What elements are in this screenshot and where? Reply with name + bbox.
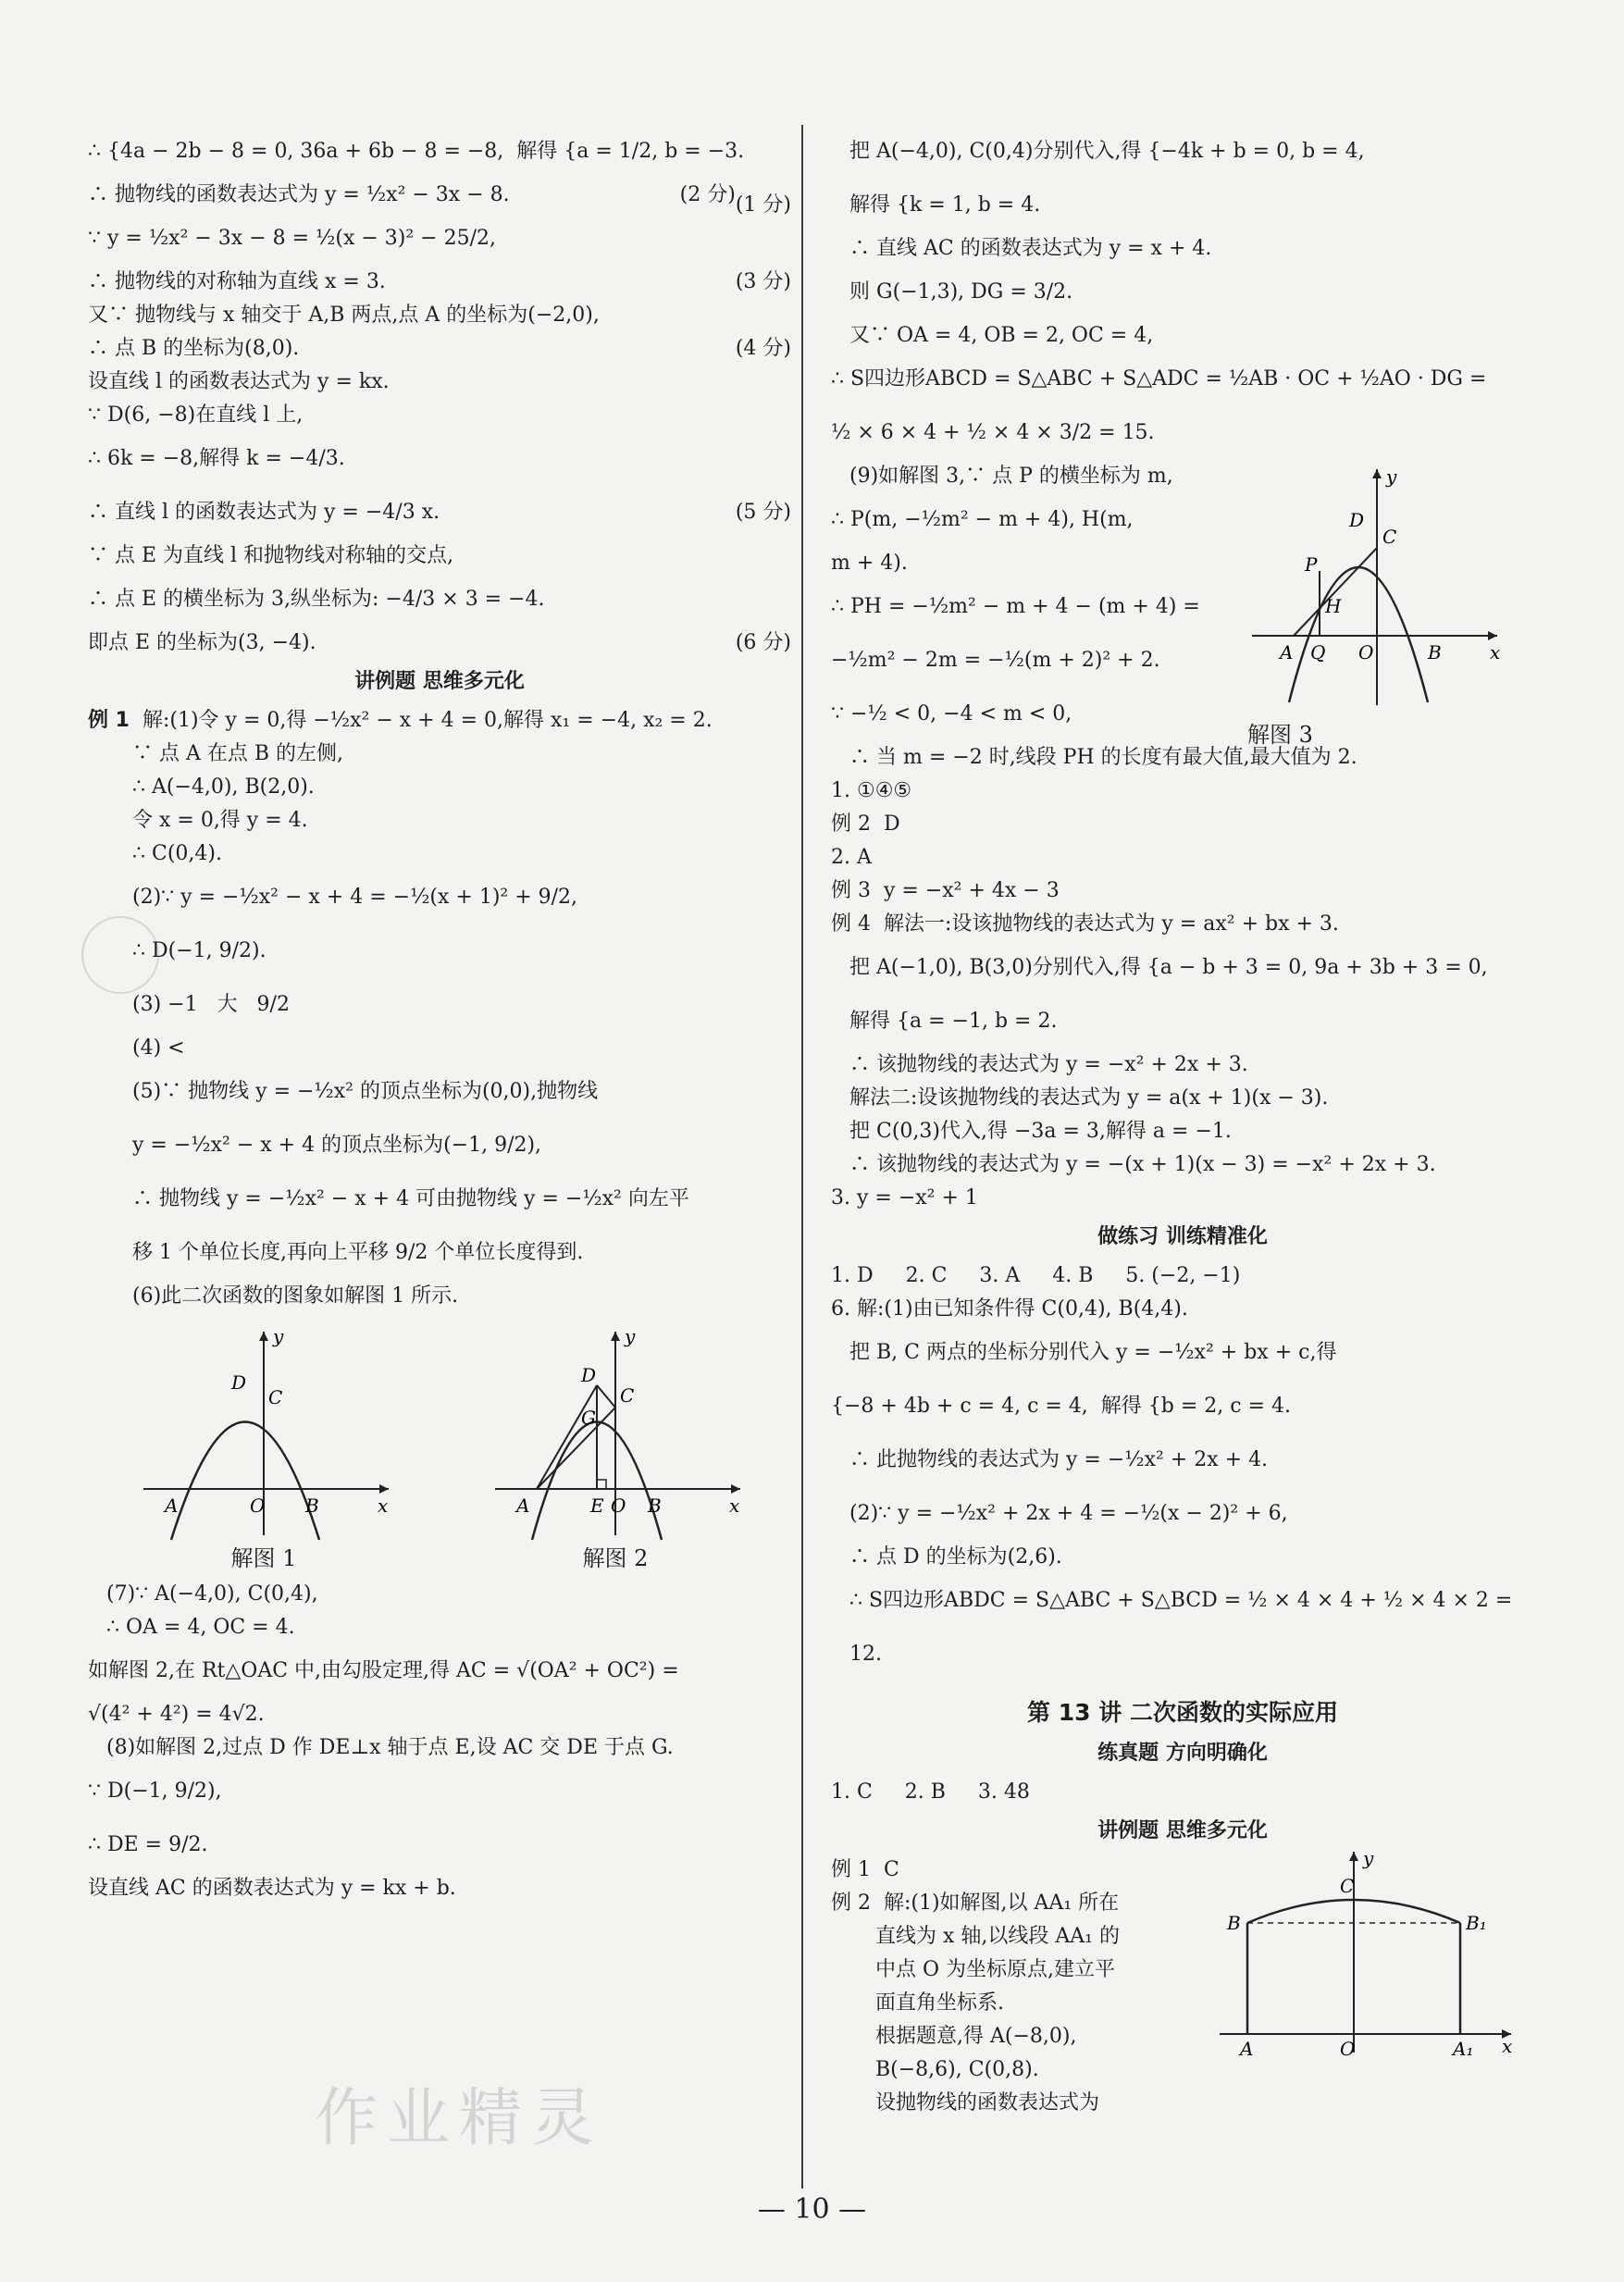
text-line: 中点 O 为坐标原点,建立平 — [875, 1958, 1116, 1981]
text-line: {−8 + 4b + c = 4, c = 4, 解得 {b = 2, c = 4. — [831, 1395, 1291, 1418]
section-heading: 讲例题 思维多元化 — [354, 670, 525, 693]
text-line: ∴ 抛物线的函数表达式为 y = ½x² − 3x − 8. (2 分) — [88, 183, 736, 206]
svg-text:Q: Q — [1310, 641, 1326, 664]
text-line: ∴ D(−1, 9/2). — [132, 939, 267, 962]
text-line: ∵ D(6, −8)在直线 l 上, — [88, 403, 304, 427]
text-line: 把 B, C 两点的坐标分别代入 y = −½x² + bx + c,得 — [849, 1341, 1337, 1364]
watermark: 作业精灵 — [315, 2082, 604, 2155]
text-line: 把 A(−4,0), C(0,4)分别代入,得 {−4k + b = 0, b = 4, — [849, 140, 1365, 163]
text-line: 例 2 解:(1)如解图,以 AA₁ 所在 — [831, 1891, 1120, 1915]
text-line: 6. 解:(1)由已知条件得 C(0,4), B(4,4). — [831, 1297, 1188, 1321]
text-line: 设直线 AC 的函数表达式为 y = kx + b. — [88, 1877, 456, 1900]
svg-text:A: A — [1240, 2038, 1254, 2057]
text-line: (9)如解图 3,∵ 点 P 的横坐标为 m, — [849, 465, 1173, 488]
text-line: 令 x = 0,得 y = 4. — [132, 809, 308, 832]
text-line: ½ × 6 × 4 + ½ × 4 × 3/2 = 15. — [831, 421, 1155, 444]
column-divider — [801, 125, 803, 2189]
svg-text:x: x — [1490, 641, 1501, 664]
text-line: y = −½x² − x + 4 的顶点坐标为(−1, 9/2), — [132, 1134, 542, 1157]
text-line: 又∵ OA = 4, OB = 2, OC = 4, — [849, 324, 1154, 347]
text-line: m + 4). — [831, 552, 908, 575]
text-line: ∴ 点 B 的坐标为(8,0). (4 分) — [88, 337, 791, 360]
svg-text:D: D — [1349, 509, 1365, 531]
svg-text:A: A — [1280, 641, 1294, 664]
text-line: 把 A(−1,0), B(3,0)分别代入,得 {a − b + 3 = 0, 9a + 3b + 3 = 0, — [849, 956, 1488, 979]
figure-caption: 解图 2 — [582, 1545, 649, 1571]
text-line: 根据题意,得 A(−8,0), — [875, 2025, 1077, 2048]
svg-text:B: B — [305, 1494, 319, 1517]
svg-text:D: D — [231, 1371, 247, 1394]
text-line: ∴ 直线 l 的函数表达式为 y = −4/3 x. (5 分) — [88, 501, 791, 524]
svg-text:C: C — [620, 1384, 635, 1407]
text-line: 3. y = −x² + 1 — [831, 1186, 978, 1209]
text-line: ∴ 直线 AC 的函数表达式为 y = x + 4. — [849, 237, 1212, 260]
text-line: ∴ 当 m = −2 时,线段 PH 的长度有最大值,最大值为 2. — [849, 746, 1357, 769]
svg-text:B₁: B₁ — [1466, 1912, 1487, 1934]
svg-text:y: y — [1363, 1847, 1374, 1869]
svg-text:O: O — [1340, 2038, 1356, 2057]
text-line: ∵ D(−1, 9/2), — [88, 1780, 222, 1803]
text-line: 即点 E 的坐标为(3, −4). (6 分) — [88, 631, 791, 654]
text-line: ∴ S四边形ABCD = S△ABC + S△ADC = ½AB · OC + ½AO · DG = — [831, 367, 1487, 391]
svg-text:x: x — [1502, 2035, 1513, 2057]
text-line: ∵ −½ < 0, −4 < m < 0, — [831, 702, 1072, 726]
text-line: ∴ PH = −½m² − m + 4 − (m + 4) = — [831, 595, 1200, 618]
parabola-figure-3 — [1247, 460, 1506, 710]
text-line: 例 2 D — [831, 812, 900, 836]
text-line: 把 C(0,3)代入,得 −3a = 3,解得 a = −1. — [849, 1120, 1232, 1143]
text-line: ∵ y = ½x² − 3x − 8 = ½(x − 3)² − 25/2, — [88, 227, 496, 250]
figure-3 — [1247, 460, 1506, 749]
text-line: ∴ 该抛物线的表达式为 y = −(x + 1)(x − 3) = −x² + 2x + 3. — [849, 1153, 1436, 1176]
svg-text:y: y — [273, 1325, 284, 1347]
text-line: (4) < — [132, 1036, 185, 1060]
parabola-figure-1 — [130, 1322, 398, 1544]
section-heading: 练真题 方向明确化 — [1097, 1742, 1268, 1765]
text-line: ∴ S四边形ABDC = S△ABC + S△BCD = ½ × 4 × 4 + ½ × 4 × 2 = 12. — [849, 1589, 1519, 1666]
figure-bridge — [1201, 1844, 1516, 2068]
page-number: — 10 — — [757, 2193, 867, 2226]
text-line: 如解图 2,在 Rt△OAC 中,由勾股定理,得 AC = √(OA² + OC²) = — [88, 1659, 679, 1682]
text-line: ∴ C(0,4). — [132, 842, 222, 865]
svg-text:A: A — [516, 1494, 530, 1517]
text-line: 则 G(−1,3), DG = 3/2. — [849, 280, 1073, 304]
svg-text:y: y — [625, 1325, 636, 1347]
figure-caption: 解图 3 — [1247, 722, 1313, 748]
text-line: 解得 {a = −1, b = 2. — [849, 1010, 1058, 1033]
text-line: 2. A — [831, 846, 872, 869]
text-line: 直线为 x 轴,以线段 AA₁ 的 — [875, 1925, 1120, 1948]
text-line: (3) −1 大 9/2 — [132, 993, 290, 1016]
svg-text:B: B — [1428, 641, 1442, 664]
lecture-title: 第 13 讲 二次函数的实际应用 — [1027, 1699, 1338, 1726]
left-column — [88, 125, 791, 1905]
text-line: ∴ A(−4,0), B(2,0). — [132, 775, 315, 799]
text-line: ∴ 该抛物线的表达式为 y = −x² + 2x + 3. — [849, 1053, 1248, 1076]
svg-text:E: E — [590, 1494, 604, 1517]
text-line: ∴ 点 D 的坐标为(2,6). — [849, 1545, 1062, 1569]
svg-text:P: P — [1305, 553, 1318, 576]
text-line: √(4² + 4²) = 4√2. — [88, 1703, 265, 1726]
svg-text:C: C — [268, 1386, 283, 1408]
svg-text:C: C — [1340, 1875, 1355, 1897]
text-line: (7)∵ A(−4,0), C(0,4), — [106, 1582, 318, 1606]
svg-text:O: O — [611, 1494, 626, 1517]
svg-text:O: O — [250, 1494, 266, 1517]
section-heading: 讲例题 思维多元化 — [1097, 1819, 1268, 1842]
svg-text:y: y — [1386, 465, 1397, 488]
text-line: −½m² − 2m = −½(m + 2)² + 2. — [831, 649, 1160, 672]
text-line: 例 1 C — [831, 1858, 899, 1881]
figure-row — [88, 1322, 791, 1572]
section-heading: 做练习 训练精准化 — [1097, 1225, 1268, 1248]
figure-2 — [481, 1322, 750, 1572]
text-line: ∵ 点 E 为直线 l 和抛物线对称轴的交点, — [88, 544, 454, 567]
right-column — [831, 125, 1534, 2120]
svg-text:x: x — [729, 1494, 740, 1517]
bridge-arch-figure — [1201, 1844, 1516, 2057]
example2-block — [831, 1847, 1534, 2120]
text-line: (2)∵ y = −½x² − x + 4 = −½(x + 1)² + 9/2, — [132, 886, 578, 909]
svg-text:G: G — [581, 1407, 596, 1429]
text-line: ∴ {4a − 2b − 8 = 0, 36a + 6b − 8 = −8, 解得 {a = 1/2, b = −3. (1 分) — [88, 140, 791, 217]
figure-1 — [130, 1322, 398, 1572]
svg-text:B: B — [1227, 1912, 1241, 1934]
part9-block — [831, 460, 1534, 775]
text-line: (2)∵ y = −½x² + 2x + 4 = −½(x − 2)² + 6, — [849, 1502, 1288, 1525]
parabola-figure-2 — [481, 1322, 750, 1544]
figure-caption: 解图 1 — [230, 1545, 297, 1571]
text-line: 1. C 2. B 3. 48 — [831, 1780, 1030, 1804]
text-line: (6)此二次函数的图象如解图 1 所示. — [132, 1284, 459, 1308]
svg-text:C: C — [1382, 526, 1397, 548]
text-line: 例 3 y = −x² + 4x − 3 — [831, 879, 1060, 902]
text-line: 移 1 个单位长度,再向上平移 9/2 个单位长度得到. — [132, 1241, 584, 1264]
svg-text:B: B — [648, 1494, 662, 1517]
text-line: 1. D 2. C 3. A 4. B 5. (−2, −1) — [831, 1264, 1241, 1287]
text-line: (8)如解图 2,过点 D 作 DE⊥x 轴于点 E,设 AC 交 DE 于点 G. — [106, 1736, 674, 1759]
svg-text:A₁: A₁ — [1453, 2038, 1474, 2057]
text-line: 例 1 解:(1)令 y = 0,得 −½x² − x + 4 = 0,解得 x₁ = −4, x₂ = 2. — [88, 709, 713, 732]
text-line: ∴ 此抛物线的表达式为 y = −½x² + 2x + 4. — [849, 1448, 1269, 1471]
svg-text:A: A — [165, 1494, 179, 1517]
text-line: 例 4 解法一:设该抛物线的表达式为 y = ax² + bx + 3. — [831, 912, 1339, 936]
text-line: B(−8,6), C(0,8). — [875, 2058, 1039, 2081]
svg-text:D: D — [581, 1364, 597, 1386]
text-line: ∴ 6k = −8,解得 k = −4/3. — [88, 447, 345, 470]
text-line: ∴ OA = 4, OC = 4. — [106, 1616, 295, 1639]
text-line: 1. ①④⑤ — [831, 779, 912, 802]
text-line: 又∵ 抛物线与 x 轴交于 A,B 两点,点 A 的坐标为(−2,0), — [88, 304, 600, 327]
text-line: ∴ 抛物线的对称轴为直线 x = 3. (3 分) — [88, 270, 791, 293]
text-line: 解法二:设该抛物线的表达式为 y = a(x + 1)(x − 3). — [849, 1086, 1329, 1110]
svg-text:O: O — [1358, 641, 1374, 664]
svg-text:x: x — [378, 1494, 389, 1517]
svg-text:H: H — [1325, 595, 1342, 617]
text-line: ∴ DE = 9/2. — [88, 1833, 208, 1856]
text-line: 设直线 l 的函数表达式为 y = kx. — [88, 370, 390, 393]
text-line: ∵ 点 A 在点 B 的左侧, — [132, 742, 344, 765]
text-line: ∴ P(m, −½m² − m + 4), H(m, — [831, 508, 1134, 531]
text-line: 设抛物线的函数表达式为 — [875, 2091, 1100, 2115]
text-line: (5)∵ 抛物线 y = −½x² 的顶点坐标为(0,0),抛物线 — [132, 1080, 599, 1103]
text-line: 面直角坐标系. — [875, 1991, 1004, 2015]
text-line: 解得 {k = 1, b = 4. — [849, 193, 1041, 217]
text-line: ∴ 抛物线 y = −½x² − x + 4 可由抛物线 y = −½x² 向左平 — [132, 1187, 689, 1210]
text-line: ∴ 点 E 的横坐标为 3,纵坐标为: −4/3 × 3 = −4. — [88, 588, 545, 611]
